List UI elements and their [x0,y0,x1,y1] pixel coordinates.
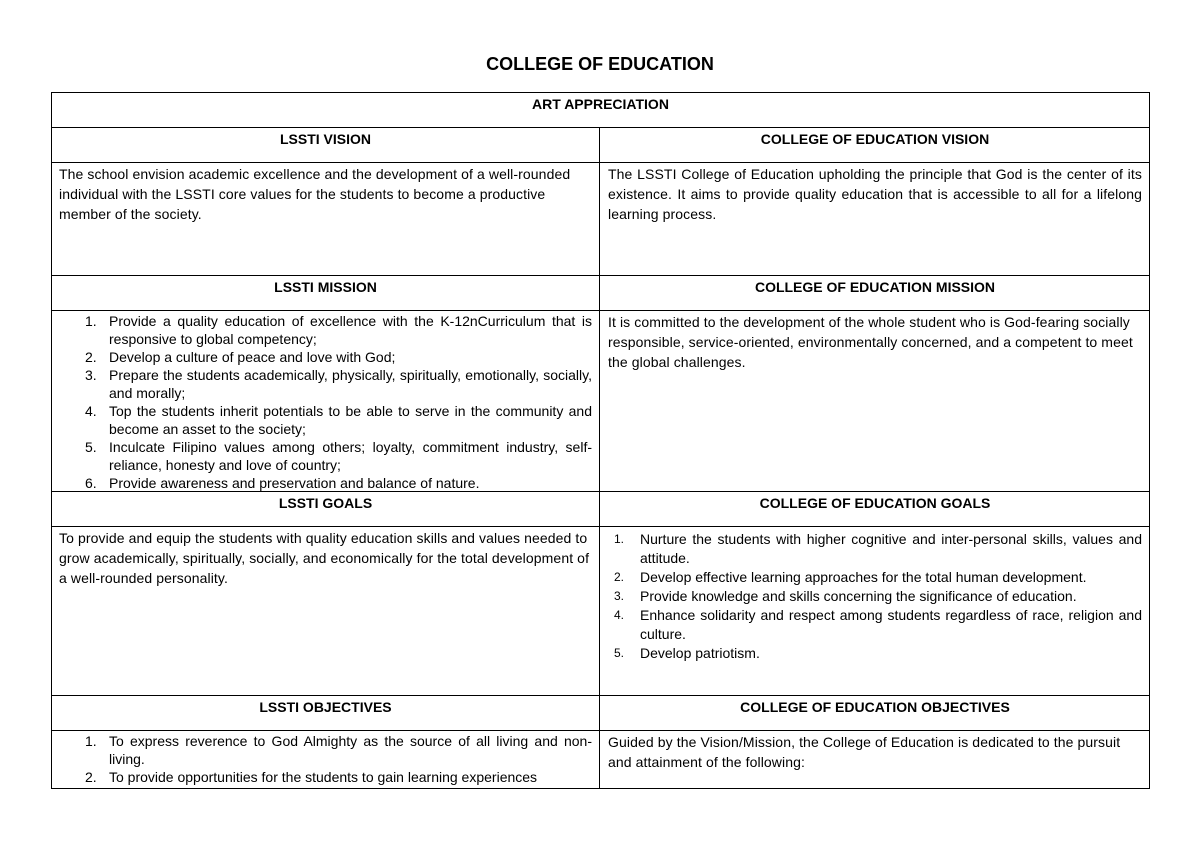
list-item [600,644,1150,663]
list-item-text: Nurture the students with higher cognitive and inter-personal skills, values and attitude. [640,531,1142,566]
table-rule [51,695,1150,696]
lssti-mission-list-cell [51,312,600,492]
table-rule [51,127,1150,128]
table-rule [51,275,1150,276]
list-item-text: Top the students inherit potentials to be able to serve in the community and become an asset to the society; [109,403,592,437]
list-item-text: Provide awareness and preservation and balance of nature. [109,475,480,491]
lssti-vision-text: The school envision academic excellence and the development of a well-rounded individual with the LSSTI core values for the students to become a productive member of the society. [59,166,571,222]
list-item-text: To express reverence to God Almighty as the source of all living and non-living. [109,733,592,767]
list-number: 5. [614,646,625,660]
list-number: 3. [614,589,625,603]
college-objectives-text: Guided by the Vision/Mission, the College of Education is dedicated to the pursuit and attainment of the following: [608,734,1121,770]
table-rule [51,526,1150,527]
list-number: 2. [614,570,625,584]
list-number: 2. [85,769,97,785]
lssti-objectives-header: LSSTI OBJECTIVES [259,699,392,715]
list-item-text: Prepare the students academically, physically, spiritually, emotionally, socially, and morally; [109,367,592,401]
college-objectives-header: COLLEGE OF EDUCATION OBJECTIVES [740,699,1010,715]
list-item-text: Develop effective learning approaches for the total human development. [640,569,1087,585]
page-title: COLLEGE OF EDUCATION [486,54,714,74]
list-number: 5. [85,439,97,455]
table-rule [51,162,1150,163]
list-number: 3. [85,367,97,383]
lssti-goals-text: To provide and equip the students with quality education skills and values needed to grow academically, spiritually, socially, and economically for the total development of a well-rounded personality. [59,530,590,586]
lssti-objectives-list [51,732,600,786]
list-item [600,530,1150,568]
list-item-text: Enhance solidarity and respect among students regardless of race, religion and culture. [640,607,1142,642]
college-vision-text: The LSSTI College of Education upholding the principle that God is the center of its existence. It aims to provide quality education that is accessible to all for a lifelong learning process. [608,166,1142,222]
list-item [51,402,600,438]
list-item-text: Provide knowledge and skills concerning the significance of education. [640,588,1077,604]
table-rule [51,310,1150,311]
list-item [51,474,600,492]
college-goals-list-cell [600,530,1150,663]
table-rule [51,788,1150,789]
table-rule [51,730,1150,731]
list-item-text: Develop a culture of peace and love with God; [109,349,396,365]
list-item-text: Provide a quality education of excellence with the K-12nCurriculum that is responsive to global competency; [109,313,592,347]
list-number: 6. [85,475,97,491]
list-number: 1. [85,733,97,749]
list-item [600,568,1150,587]
college-vision-header: COLLEGE OF EDUCATION VISION [760,131,990,147]
list-item [600,587,1150,606]
list-item [51,312,600,348]
table-rule [51,92,1150,93]
list-item [600,606,1150,644]
lssti-goals-header: LSSTI GOALS [278,495,373,511]
college-mission-header: COLLEGE OF EDUCATION MISSION [754,279,996,295]
list-item-text: Develop patriotism. [640,645,760,661]
list-number: 1. [614,532,625,546]
lssti-mission-list [51,312,600,492]
list-number: 1. [85,313,97,329]
list-item [51,366,600,402]
lssti-objectives-list-cell [51,732,600,786]
list-item [51,732,600,768]
list-item-text: To provide opportunities for the students to gain learning experiences [109,769,538,785]
list-number: 4. [85,403,97,419]
college-goals-list [600,530,1150,663]
list-item-text: Inculcate Filipino values among others; loyalty, commitment industry, self-reliance, honesty and love of country; [109,439,592,473]
list-item [51,348,600,366]
college-mission-text: It is committed to the development of the whole student who is God-fearing socially responsible, service-oriented, environmentally concerned, and a competent to meet the global challenges. [608,314,1133,370]
college-goals-header: COLLEGE OF EDUCATION GOALS [759,495,991,511]
list-number: 2. [85,349,97,365]
list-item [51,768,600,786]
lssti-mission-header: LSSTI MISSION [274,279,377,295]
curriculum-table [51,92,1150,789]
list-item [51,438,600,474]
lssti-vision-header: LSSTI VISION [279,131,371,147]
list-number: 4. [614,608,625,622]
subject-title: ART APPRECIATION [532,96,669,112]
